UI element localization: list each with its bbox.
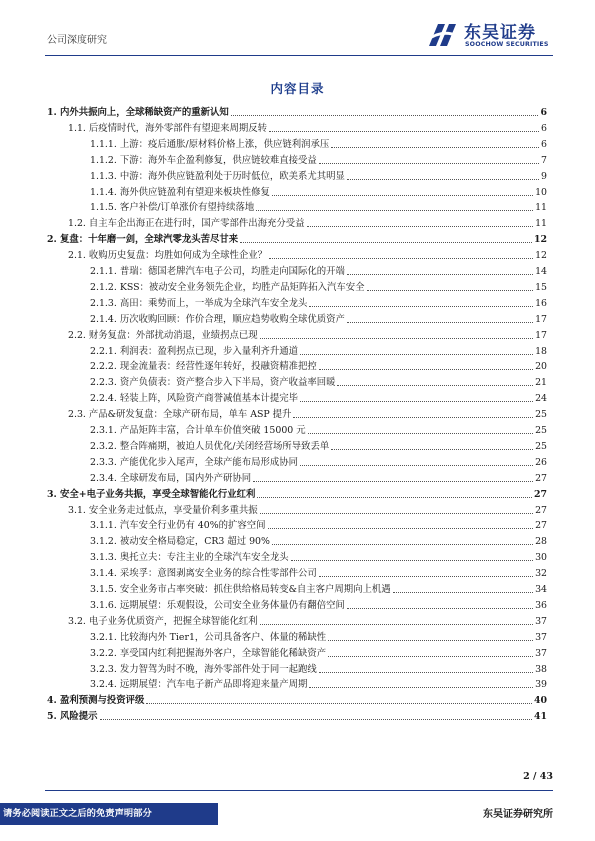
- toc-dot-leader: [319, 369, 533, 370]
- toc-entry-title: 3.2.2. 享受国内红利把握海外客户，全球智能化稀缺资产: [90, 647, 327, 659]
- toc-entry-title: 3.2.1. 比较海内外 Tier1，公司具备客户、体量的稀缺性: [90, 631, 327, 643]
- footer-divider: [45, 790, 553, 791]
- toc-dot-leader: [319, 672, 533, 673]
- toc-dot-leader: [331, 147, 539, 148]
- toc-entry-page: 32: [535, 568, 547, 580]
- toc-entry-page: 27: [535, 520, 547, 532]
- toc-entry[interactable]: [90, 581, 547, 596]
- toc-title: 内容目录: [270, 81, 325, 96]
- toc-entry[interactable]: [90, 422, 547, 437]
- toc-entry[interactable]: [90, 199, 547, 214]
- toc-entry-title: 1.1.1. 上游：疫后通胀/原材料价格上涨，供应链利润承压: [90, 138, 330, 150]
- toc-entry-title: 2.1.1. 普瑞：德国老牌汽车电子公司，均胜走向国际化的开端: [90, 266, 345, 277]
- toc-dot-leader: [337, 385, 533, 386]
- toc-dot-leader: [309, 306, 533, 307]
- toc-entry-page: 7: [541, 154, 547, 166]
- toc-entry[interactable]: [47, 708, 547, 723]
- toc-dot-leader: [393, 592, 533, 593]
- toc-dot-leader: [309, 687, 533, 688]
- toc-dot-leader: [260, 338, 533, 339]
- toc-entry-title: 2.1.4. 历次收购回顾：作价合理，顺应趋势收购全球优质资产: [90, 313, 345, 325]
- toc-entry-title: 1.1.2. 下游：海外车企盈利修复，供应链较难直接受益: [90, 154, 317, 166]
- toc-dot-leader: [231, 115, 539, 116]
- toc-entry[interactable]: [47, 692, 547, 707]
- toc-dot-leader: [307, 226, 534, 227]
- toc-entry-title: 3.1. 安全业务走过低点，享受量价利多重共振: [68, 504, 258, 516]
- toc-dot-leader: [300, 465, 533, 466]
- toc-entry-page: 26: [535, 456, 547, 468]
- disclaimer-banner: 请务必阅读正文之后的免责声明部分: [0, 803, 218, 825]
- toc-entry-page: 12: [535, 250, 547, 262]
- toc-entry-page: 34: [535, 584, 547, 595]
- toc-dot-leader: [268, 528, 534, 529]
- toc-entry-title: 2.2.3. 资产负债表：资产整合步入下半局，资产收益率回暖: [90, 377, 336, 389]
- research-institute: 东吴证券研究所: [483, 809, 553, 820]
- toc-dot-leader: [256, 210, 533, 211]
- toc-entry-page: 6: [540, 107, 547, 118]
- toc-entry-title: 2.2.1. 利润表：盈利拐点已现，步入量利齐升通道: [90, 345, 298, 357]
- toc-entry-title: 1.1.5. 客户补偿/订单涨价有望持续落地: [90, 202, 255, 214]
- toc-entry-page: 38: [535, 663, 547, 675]
- toc-entry[interactable]: [90, 533, 547, 548]
- toc-entry[interactable]: [90, 645, 547, 660]
- toc-dot-leader: [293, 417, 533, 418]
- toc-dot-leader: [260, 624, 533, 625]
- toc-entry[interactable]: [68, 613, 547, 628]
- toc-entry-title: 2.3.2. 整合阵痛期，被迫人员优化/关闭经营场所导致丢单: [90, 440, 330, 452]
- toc-dot-leader: [328, 640, 533, 641]
- toc-entry-page: 17: [535, 313, 547, 325]
- toc-entry[interactable]: [90, 136, 547, 151]
- toc-entry[interactable]: [90, 152, 547, 167]
- toc-entry-title: 3.1.5. 安全业务市占率突破：抓住供给格局转变&自主客户周期向上机遇: [90, 584, 391, 595]
- logo-english-name: SOOCHOW SECURITIES: [465, 41, 549, 48]
- toc-entry-page: 40: [533, 695, 547, 707]
- toc-entry[interactable]: [90, 343, 547, 358]
- toc-entry-title: 1.1. 后疫情时代，海外零部件有望迎来周期反转: [68, 122, 267, 134]
- toc-entry-page: 9: [541, 170, 547, 182]
- toc-entry-page: 41: [533, 711, 547, 723]
- toc-dot-leader: [308, 433, 533, 434]
- toc-entry-page: 36: [535, 599, 547, 611]
- toc-entry-title: 2.3.1. 产品矩阵丰富，合计单车价值突破 15000 元: [90, 425, 306, 436]
- toc-entry-page: 25: [535, 409, 547, 421]
- toc-entry[interactable]: [90, 597, 547, 612]
- toc-entry-title: 3.2.3. 发力智驾为时不晚，海外零部件处于同一起跑线: [90, 663, 317, 675]
- toc-entry-page: 37: [535, 647, 547, 659]
- toc-entry-title: 2.1.3. 高田：乘势而上，一举成为全球汽车安全龙头: [90, 297, 308, 309]
- toc-entry[interactable]: [90, 517, 547, 532]
- logo-chinese-name: 东吴证券: [464, 23, 536, 43]
- toc-entry[interactable]: [47, 231, 547, 246]
- toc-entry-title: 1.1.3. 中游：海外供应链盈利处于历时低位，欧美系尤其明显: [90, 170, 345, 182]
- toc-entry-title: 2.3. 产品&研发复盘：全球产研布局，单车 ASP 提升: [68, 409, 292, 421]
- toc-dot-leader: [300, 401, 533, 402]
- toc-entry[interactable]: [47, 104, 547, 119]
- toc-entry-page: 27: [535, 504, 547, 516]
- toc-entry[interactable]: [90, 438, 547, 453]
- toc-entry[interactable]: [90, 661, 547, 676]
- toc-entry[interactable]: [68, 406, 547, 421]
- toc-entry-page: 17: [535, 329, 547, 341]
- header-divider: [45, 55, 553, 56]
- toc-entry-page: 14: [535, 266, 547, 277]
- toc-dot-leader: [300, 354, 533, 355]
- toc-entry[interactable]: [90, 358, 547, 373]
- toc-entry[interactable]: [90, 168, 547, 183]
- toc-dot-leader: [269, 131, 539, 132]
- toc-entry[interactable]: [90, 676, 547, 691]
- toc-entry-title: 2.1.2. KSS：被动安全业务领先企业，均胜产品矩阵拓入汽车安全: [90, 281, 365, 293]
- toc-entry-title: 2.2.2. 现金流量表：经营性逐年转好，投融资精准把控: [90, 361, 317, 373]
- soochow-logo-icon: [426, 20, 459, 50]
- toc-entry-page: 20: [535, 361, 547, 373]
- toc-entry-title: 2.3.4. 全球研发布局，国内外产研协同: [90, 472, 252, 484]
- toc-dot-leader: [272, 544, 533, 545]
- toc-entry-page: 39: [535, 679, 547, 691]
- toc-dot-leader: [367, 290, 534, 291]
- toc-entry[interactable]: [90, 454, 547, 469]
- toc-entry-page: 28: [535, 536, 547, 548]
- toc-entry-title: 3.1.1. 汽车安全行业仍有 40%的扩容空间: [90, 520, 266, 532]
- toc-entry-page: 12: [533, 234, 547, 246]
- toc-entry[interactable]: [90, 565, 547, 580]
- toc-entry-page: 21: [535, 377, 547, 389]
- toc-entry[interactable]: [90, 470, 547, 485]
- toc-entry-page: 16: [535, 297, 547, 309]
- toc-entry[interactable]: [90, 374, 547, 389]
- toc-entry-title: 2. 复盘：十年磨一剑，全球汽零龙头苦尽甘来: [47, 234, 239, 246]
- toc-entry[interactable]: [90, 184, 547, 199]
- toc-dot-leader: [257, 497, 532, 498]
- toc-entry-page: 25: [535, 425, 547, 436]
- toc-entry-page: 18: [535, 345, 547, 357]
- toc-entry-title: 1. 内外共振向上，全球稀缺资产的重新认知: [47, 107, 229, 118]
- toc-entry[interactable]: [90, 263, 547, 278]
- toc-dot-leader: [260, 513, 533, 514]
- toc-entry-title: 3. 安全+电子业务共振，享受全球智能化行业红利: [47, 488, 256, 500]
- toc-entry[interactable]: [68, 215, 547, 230]
- toc-entry-title: 3.1.2. 被动安全格局稳定，CR3 超过 90%: [90, 536, 270, 548]
- toc-entry-page: 37: [535, 615, 547, 627]
- page-number: 2 / 43: [523, 771, 553, 782]
- toc-entry-title: 3.1.6. 远期展望：乐观假设，公司安全业务体量仍有翻倍空间: [90, 599, 345, 611]
- toc-entry[interactable]: [90, 629, 547, 644]
- toc-entry[interactable]: [68, 247, 547, 262]
- toc-entry-page: 6: [541, 138, 547, 150]
- toc-entry[interactable]: [90, 549, 547, 564]
- toc-entry-page: 15: [535, 281, 547, 293]
- toc-entry-page: 27: [533, 488, 547, 500]
- company-logo: [426, 18, 551, 54]
- toc-entry[interactable]: [90, 311, 547, 326]
- toc-dot-leader: [331, 449, 533, 450]
- toc-dot-leader: [328, 656, 533, 657]
- toc-entry-title: 5. 风险提示: [47, 711, 98, 723]
- toc-entry-page: 24: [535, 393, 547, 405]
- toc-entry-page: 11: [535, 218, 547, 230]
- toc-entry[interactable]: [68, 502, 547, 517]
- toc-dot-leader: [347, 608, 533, 609]
- toc-dot-leader: [240, 242, 532, 243]
- toc-entry-title: 1.1.4. 海外供应链盈利有望迎来板块性修复: [90, 186, 270, 198]
- toc-entry-page: 10: [535, 186, 547, 198]
- toc-dot-leader: [347, 322, 533, 323]
- toc-entry-page: 11: [535, 202, 547, 214]
- toc-dot-leader: [347, 274, 533, 275]
- toc-dot-leader: [319, 163, 539, 164]
- toc-entry[interactable]: [90, 390, 547, 405]
- toc-dot-leader: [347, 179, 539, 180]
- toc-entry-title: 2.2. 财务复盘：外部扰动消退，业绩拐点已现: [68, 329, 258, 341]
- toc-entry-page: 25: [535, 440, 547, 452]
- toc-entry-title: 2.2.4. 轻装上阵，风险资产商誉减值基本计提完毕: [90, 393, 298, 405]
- toc-entry-page: 37: [535, 631, 547, 643]
- toc-entry[interactable]: [90, 295, 547, 310]
- toc-entry[interactable]: [68, 120, 547, 135]
- toc-entry[interactable]: [47, 486, 547, 501]
- toc-entry-page: 27: [535, 472, 547, 484]
- toc-entry-title: 4. 盈利预测与投资评级: [47, 695, 145, 707]
- toc-entry-title: 1.2. 自主车企出海正在进行时，国产零部件出海充分受益: [68, 218, 305, 230]
- report-category: 公司深度研究: [47, 35, 107, 46]
- toc-dot-leader: [319, 576, 533, 577]
- toc-entry[interactable]: [68, 327, 547, 342]
- toc-entry[interactable]: [90, 279, 547, 294]
- toc-entry-title: 3.1.3. 奥托立夫：专注主业的全球汽车安全龙头: [90, 552, 289, 564]
- toc-entry-title: 3.2.4. 远期展望：汽车电子新产品即将迎来量产周期: [90, 679, 308, 691]
- toc-entry-title: 2.3.3. 产能优化步入尾声，全球产能布局形成协同: [90, 456, 298, 468]
- toc-entry-title: 3.2. 电子业务优质资产，把握全球智能化红利: [68, 615, 258, 627]
- toc-entry-page: 30: [535, 552, 547, 564]
- toc-dot-leader: [272, 195, 533, 196]
- toc-entry-title: 3.1.4. 采埃孚：意图剥离安全业务的综合性零部件公司: [90, 568, 317, 580]
- toc-dot-leader: [253, 481, 533, 482]
- toc-entry-page: 6: [541, 122, 547, 134]
- toc-entry-title: 2.1. 收购历史复盘：均胜如何成为全球性企业？: [68, 250, 267, 262]
- toc-dot-leader: [269, 258, 533, 259]
- toc-dot-leader: [100, 719, 532, 720]
- toc-dot-leader: [146, 703, 532, 704]
- toc-dot-leader: [291, 560, 533, 561]
